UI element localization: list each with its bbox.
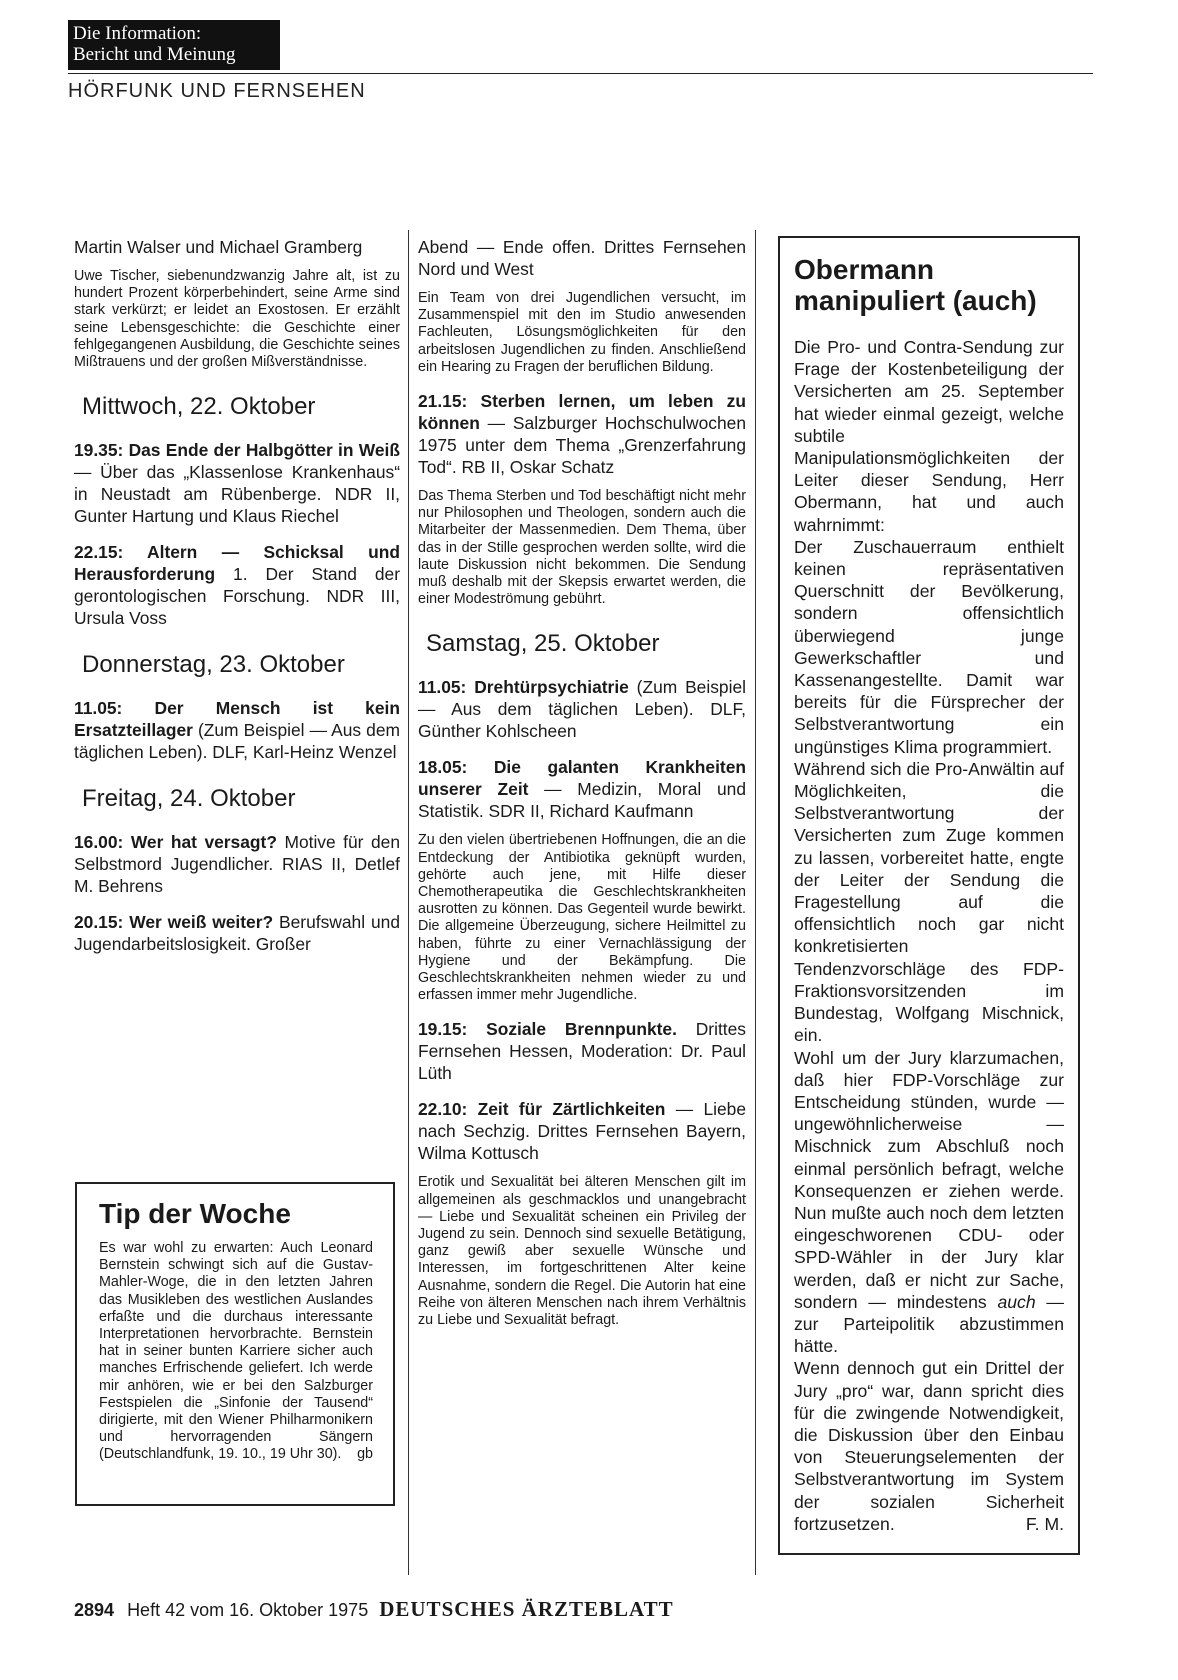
program-details: (Zum Beispiel — Aus dem täglichen Leben). DLF, Günther Kohlscheen [418,677,746,742]
rubric-line-1: Die Information: [73,23,202,44]
commentary-text: Wohl um der Jury klarzumachen, daß hier FDP-Vorschläge zur Entscheidung stünden, wurde — ungewöhnlicherweise — Mischnick zum Abschluß noch einmal persönlich befragt, welche Konsequenzen er ziehen werde. Nun mußte auch noch dem letzten eingeschworenen CDU- oder SPD-Wähler in der Jury klar werden, daß er nicht zur Sache, sondern — mindestens [794,1047,1064,1312]
program-note: Zu den vielen übertriebenen Hoffnungen, die an die Entdeckung der Antibiotika geknüpft wurden, gehörte auch jene, mit Hilfe dieser Chemotherapeutika die Geschlechtskrankheiten ausrotten zu können. Das Gegenteil wurde bewirkt. Die allgemeine Überzeugung, sichere Heilmittel zu haben, führte zu einer Vernachlässigung der Hygiene und der Bekämpfung. Die Geschlechtskrankheiten nehmen wieder zu und erfassen immer mehr Jugendliche. [418,832,746,1004]
program-entry [418,756,746,822]
day-heading-saturday: Samstag, 25. Oktober [426,630,660,658]
program-entry [74,831,400,897]
commentary-box [778,236,1080,1555]
program-entry [74,439,400,527]
program-title: 22.10: Zeit für Zärtlichkeiten [418,1099,666,1120]
program-note: Das Thema Sterben und Tod beschäftigt nicht mehr nur Philosophen und Theologen, sondern auch die Mitarbeiter der Massenmedien. Dem Thema, über das in der Stille gesprochen werden sollte, wird die laute Diskussion nicht bekommen. Die Sendung muß deshalb mit der Skepsis erwartet werden, die einer Modeströmung gebührt. [418,488,746,608]
day-heading-wednesday: Mittwoch, 22. Oktober [82,393,316,421]
commentary-emphasis: auch [997,1291,1036,1312]
program-title: 11.05: Drehtürpsychiatrie [418,677,629,698]
header-rule [68,73,1093,74]
program-title: 20.15: Wer weiß weiter? [74,912,274,933]
commentary-paragraph: Der Zuschauerraum enthielt keinen repräsentativen Querschnitt der Bevölkerung, sondern offensichtlich überwiegend junge Gewerkschaftler und Kassenangestellte. Damit war bereits für die Fürsprecher der Selbstverantwortung ein ungünstiges Klima programmiert. [794,536,1064,757]
column-left [74,236,400,969]
commentary-title: Obermann manipuliert (auch) [794,254,1037,316]
commentary-paragraph: Die Pro- und Contra-Sendung zur Frage der Kostenbeteiligung der Versicherten am 25. September hat wieder einmal gezeigt, welche subtile Manipulationsmöglichkeiten der Leiter dieser Sendung, Herr Obermann, hat und auch wahrnimmt: [794,337,1064,535]
column-divider [755,230,756,1575]
program-details: — Salzburger Hochschulwochen 1975 unter dem Thema „Grenzerfahrung Tod“. RB II, Oskar Schatz [418,413,746,478]
commentary-signature: F. M. [1025,1513,1064,1534]
program-continuation: Abend — Ende offen. Drittes Fernsehen Nord und West [418,237,746,279]
program-details: Motive für den Selbstmord Jugendlicher. RIAS II, Detlef M. Behrens [74,832,400,897]
tip-box [75,1182,395,1506]
column-divider [408,230,409,1575]
day-heading-friday: Freitag, 24. Oktober [82,785,296,813]
program-title: 16.00: Wer hat versagt? [74,832,277,853]
program-entry [418,1098,746,1164]
program-details: — Liebe nach Sechzig. Drittes Fernsehen Bayern, Wilma Kottusch [418,1099,746,1164]
intro-text: Uwe Tischer, siebenundzwanzig Jahre alt, ist zu hundert Prozent körperbehindert, seine Arme sind stark verkürzt; er leidet an Exostosen. Er erzählt seine Lebensgeschichte: die Geschichte einer fehlgegangenen Ausbildung, die Geschichte seines Mißtrauens und der großen Mißverständnisse. [74,268,400,371]
tip-body: Es war wohl zu erwarten: Auch Leonard Bernstein schwingt sich auf die Gustav-Mahler-Woge, die in den letzten Jahren das Musikleben des westlichen Auslandes erfaßte und die durchaus interessante Interpretationen hervorbrachte. Bernstein hat in seiner bunten Karriere sicher auch manches Erfrischende geliefert. Ich werde mir anhören, wie er bei den Salzburger Festspielen die „Sinfonie der Tausend“ dirigierte, mit den Wiener Philharmonikern und hervorragenden Sängern (Deutschlandfunk, 19. 10., 19 Uhr 30). [99,1240,373,1463]
magazine-name: DEUTSCHES ÄRZTEBLATT [379,1597,674,1621]
program-entry [418,390,746,478]
section-title: HÖRFUNK UND FERNSEHEN [68,80,366,102]
program-details: Drittes Fernsehen Hessen, Moderation: Dr. Paul Lüth [418,1019,746,1084]
program-title: 19.35: Das Ende der Halbgötter in Weiß [74,440,400,461]
program-entry [74,911,400,955]
program-note: Erotik und Sexualität bei älteren Menschen gilt im allgemeinen als geschmacklos und unangebracht — Liebe und Sexualität scheinen ein Privileg der Jugend zu sein. Dennoch sind sexuelle Betätigung, ganz gewiß aber sexuelle Wünsche und Interessen, im fortgeschrittenen Alter keine Ausnahme, sondern die Regel. Die Autorin hat eine Reihe von älteren Menschen nach ihrem Verhältnis zu Liebe und Sexualität befragt. [418,1174,746,1329]
program-note: Ein Team von drei Jugendlichen versucht, im Zusammenspiel mit den im Studio anwesenden Fachleuten, Lösungsmöglichkeiten für den arbeitslosen Jugendlichen zu finden. Anschließend ein Hearing zu Fragen der beruflichen Bildung. [418,290,746,375]
column-middle [418,236,746,1343]
commentary-text: — zur Parteipolitik abzustimmen hätte. [794,1291,1064,1357]
program-title: 18.05: Die galanten Krankheiten unserer Zeit [418,757,746,800]
page-number: 2894 [74,1600,115,1620]
commentary-paragraph [794,1357,1064,1535]
program-title: 21.15: Sterben lernen, um leben zu können [418,391,746,434]
program-details: (Zum Beispiel — Aus dem täglichen Leben). DLF, Karl-Heinz Wenzel [74,720,400,763]
program-entry [74,697,400,763]
commentary-text: Wenn dennoch gut ein Drittel der Jury „pro“ war, dann spricht dies für die zwingende Notwendigkeit, die Diskussion über den Einbau von Steuerungselementen der Selbstverantwortung im System der sozialen Sicherheit fortzusetzen. [794,1358,1064,1534]
day-heading-thursday: Donnerstag, 23. Oktober [82,651,345,679]
program-details: Berufswahl und Jugendarbeitslosigkeit. Großer [74,912,400,955]
commentary-paragraph [794,1047,1064,1358]
program-title: 19.15: Soziale Brennpunkte. [418,1019,677,1040]
tip-signature: gb [357,1446,373,1463]
rubric-line-2: Bericht und Meinung [73,44,236,65]
program-details: — Medizin, Moral und Statistik. SDR II, Richard Kaufmann [418,779,747,822]
program-details: 1. Der Stand der gerontologischen Forschung. NDR III, Ursula Voss [74,564,400,629]
program-entry [418,676,746,742]
program-entry [418,1018,746,1084]
program-details: — Über das „Klassenlose Krankenhaus“ in Neustadt am Rübenberge. NDR II, Gunter Hartung und Klaus Riechel [74,462,400,527]
program-title: 22.15: Altern — Schicksal und Herausforderung [74,542,400,585]
tip-text [99,1240,373,1464]
page-footer [74,1597,674,1622]
rubric-badge [68,20,280,70]
issue-info: Heft 42 vom 16. Oktober 1975 [127,1600,369,1620]
program-entry [74,541,400,629]
commentary-paragraph: Während sich die Pro-Anwältin auf Möglichkeiten, die Selbstverantwortung der Versicherten zum Zuge kommen zu lassen, vorbereitet hatte, engte der Leiter der Sendung die Fragestellung auf die offensichtlich noch gar nicht konkretisierten Tendenzvorschläge des FDP-Fraktionsvorsitzenden im Bundestag, Wolfgang Mischnick, ein. [794,758,1064,1046]
intro-title: Martin Walser und Michael Gramberg [74,237,363,257]
program-title: 11.05: Der Mensch ist kein Ersatzteillager [74,698,400,741]
tip-title: Tip der Woche [99,1198,291,1229]
